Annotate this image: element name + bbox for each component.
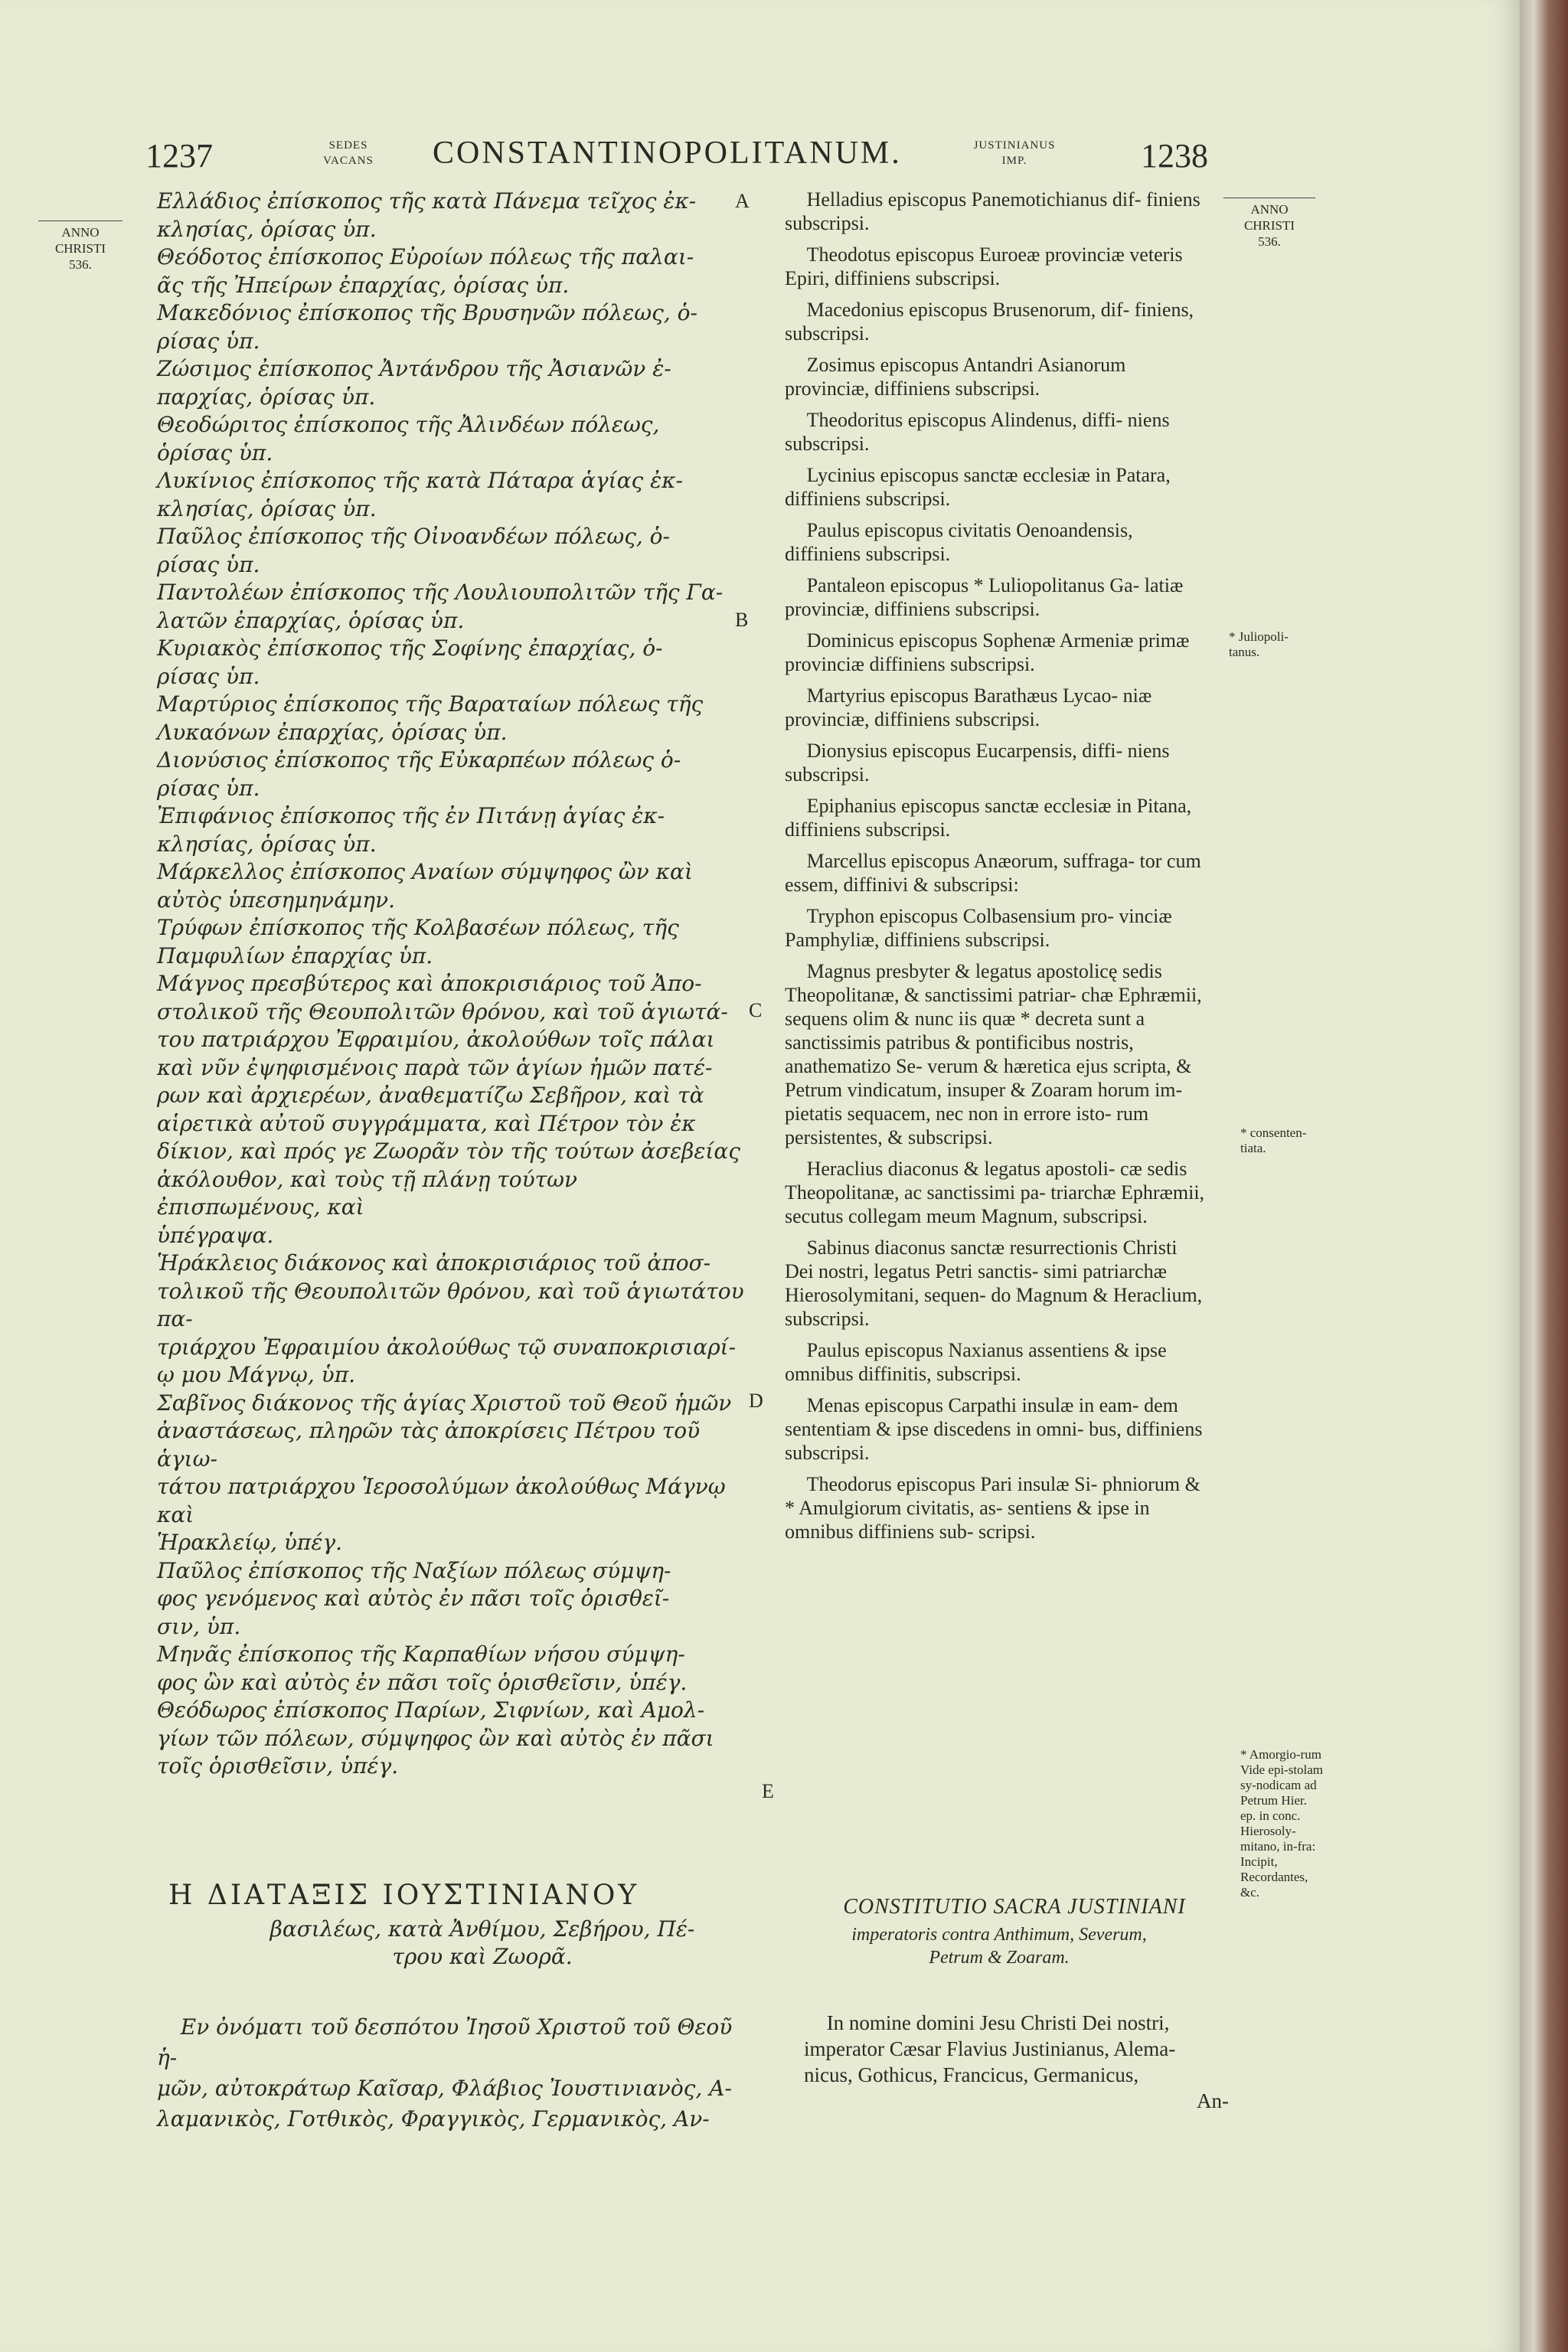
greek-line: του πατριάρχου Ἐφραιμίου, ἀκολούθων τοῖς πάλαι xyxy=(157,1027,715,1052)
latin-subheading-line: imperatoris contra Anthimum, Severum, xyxy=(851,1925,1147,1945)
greek-line: Κυριακὸς ἐπίσκοπος τῆς Σοφίνης ἐπαρχίας, ὁ- xyxy=(157,635,663,661)
book-binding-edge xyxy=(1520,0,1568,2352)
latin-paragraph: Epiphanius episcopus sanctæ ecclesiæ in Pitana, diffiniens subscripsi. xyxy=(785,795,1192,841)
greek-line: σιν, ὑπ. xyxy=(157,1613,241,1639)
page-title: CONSTANTINOPOLITANUM. xyxy=(433,136,902,171)
latin-column xyxy=(785,188,1210,1551)
latin-section-subheading xyxy=(785,1923,1214,1969)
greek-line: κλησίας, ὁρίσας ὑπ. xyxy=(157,216,377,242)
header-sedes-vacans xyxy=(314,138,383,168)
greek-line: ρίσας ὑπ. xyxy=(157,775,260,801)
latin-paragraph: Lycinius episcopus sanctæ ecclesiæ in Patara, diffiniens subscripsi. xyxy=(785,464,1171,510)
greek-line: ᾶς τῆς Ἠπείρων ἐπαρχίας, ὁρίσας ὑπ. xyxy=(157,272,570,298)
greek-line: Θεόδωρος ἐπίσκοπος Παρίων, Σιφνίων, καὶ Αμολ- xyxy=(157,1697,705,1723)
latin-opening-line: In nomine domini Jesu Christi Dei nostri, xyxy=(826,2011,1170,2034)
page-number-left: 1237 xyxy=(145,137,213,175)
greek-line: ρίσας ὑπ. xyxy=(157,663,260,689)
greek-line: ρίσας ὑπ. xyxy=(157,328,260,354)
greek-line: τολικοῦ τῆς Θεουπολιτῶν θρόνου, καὶ τοῦ ἁγιωτάτου πα- xyxy=(157,1278,744,1331)
greek-opening-line: λαμανικὸς, Γοτθικὸς, Φραγγικὸς, Γερμανικὸς, Αν- xyxy=(157,2106,710,2132)
greek-line: Παντολέων ἐπίσκοπος τῆς Λουλιουπολιτῶν τῆς Γα- xyxy=(157,580,724,605)
greek-line: παρχίας, ὁρίσας ὑπ. xyxy=(157,384,376,410)
latin-section-heading: CONSTITUTIO SACRA JUSTINIANI xyxy=(843,1895,1186,1919)
greek-line: δίκιον, καὶ πρός γε Ζωορᾶν τὸν τῆς τούτων ἀσεβείας xyxy=(157,1138,740,1164)
greek-line: Μηνᾶς ἐπίσκοπος τῆς Καρπαθίων νήσου σύμψη- xyxy=(157,1642,685,1667)
greek-line: Λυκίνιος ἐπίσκοπος τῆς κατὰ Πάταρα ἁγίας ἐκ- xyxy=(157,468,683,493)
christi-word: CHRISTI xyxy=(54,241,106,256)
greek-constitution-opening xyxy=(157,2012,746,2135)
year-number: 536. xyxy=(1258,234,1281,249)
greek-line: λατῶν ἐπαρχίας, ὁρίσας ὑπ. xyxy=(157,607,465,633)
greek-line: Ἡρακλείῳ, ὑπέγ. xyxy=(157,1530,342,1555)
greek-line: Τρύφων ἐπίσκοπος τῆς Κολβασέων πόλεως, τῆς xyxy=(157,915,679,940)
greek-line: ρων καὶ ἀρχιερέων, ἀναθεματίζω Σεβῆρον, καὶ τὰ xyxy=(157,1083,704,1108)
section-letter-a: A xyxy=(735,190,750,212)
latin-paragraph: Dionysius episcopus Eucarpensis, diffi- niens subscripsi. xyxy=(785,740,1170,786)
greek-line: ὑπέγραψα. xyxy=(157,1222,274,1248)
greek-line: τοῖς ὁρισθεῖσιν, ὑπέγ. xyxy=(157,1753,399,1779)
vacans-line: VACANS xyxy=(323,155,374,167)
greek-subheading-line: βασιλέως, κατὰ Ἀνθίμου, Σεβήρου, Πέ- xyxy=(270,1916,695,1942)
greek-line: φος ὢν καὶ αὐτὸς ἐν πᾶσι τοῖς ὁρισθεῖσιν, ὑπέγ. xyxy=(157,1669,688,1695)
imp-line: IMP. xyxy=(1001,155,1027,167)
greek-line: Παμφυλίων ἐπαρχίας ὑπ. xyxy=(157,942,433,969)
greek-line: Μάγνος πρεσβύτερος καὶ ἀποκρισιάριος τοῦ Ἀπο- xyxy=(157,971,702,996)
latin-opening-line: imperator Cæsar Flavius Justinianus, Alema- xyxy=(804,2037,1176,2060)
margin-note-amorgiorum: * Amorgio-rum Vide epi-stolam sy-nodicam ad Petrum Hier. ep. in conc. Hierosoly-mitano, in-fra: Incipit, Recordantes, &c. xyxy=(1240,1747,1324,1900)
greek-line: Θεόδοτος ἐπίσκοπος Εὐροίων πόλεως τῆς παλαι- xyxy=(157,244,694,270)
latin-paragraph: Helladius episcopus Panemotichianus dif- finiens subscripsi. xyxy=(785,188,1200,234)
greek-line: Ἐπιφάνιος ἐπίσκοπος τῆς ἐν Πιτάνῃ ἁγίας ἐκ- xyxy=(157,803,665,828)
running-header xyxy=(0,130,1520,191)
year-number: 536. xyxy=(69,257,92,272)
greek-section-heading: Η ΔΙΑΤΑΞΙΣ ΙΟΥΣΤΙΝΙΑΝΟΥ xyxy=(168,1880,640,1911)
latin-constitution-opening xyxy=(804,2010,1229,2114)
greek-line: Παῦλος ἐπίσκοπος τῆς Ναξίων πόλεως σύμψη- xyxy=(157,1557,671,1583)
greek-line: ῳ μου Μάγνῳ, ὑπ. xyxy=(157,1362,355,1387)
greek-opening-line: μῶν, αὐτοκράτωρ Καῖσαρ, Φλάβιος Ἰουστινιανὸς, Α- xyxy=(157,2076,732,2101)
greek-subheading-line: τρου καὶ Ζωορᾶ. xyxy=(392,1944,573,1969)
greek-line: κλησίας, ὁρίσας ὑπ. xyxy=(157,831,377,857)
greek-line: ἀκόλουθον, καὶ τοὺς τῇ πλάνῃ τούτων ἐπισπωμένους, καὶ xyxy=(157,1166,578,1220)
greek-line: Θεοδώριτος ἐπίσκοπος τῆς Ἀλινδέων πόλεως, xyxy=(157,412,660,437)
anno-word: ANNO xyxy=(61,225,100,240)
greek-line: Διονύσιος ἐπίσκοπος τῆς Εὐκαρπέων πόλεως ὁ- xyxy=(157,747,681,773)
latin-opening-line: nicus, Gothicus, Francicus, Germanicus, xyxy=(804,2063,1139,2086)
latin-paragraph: Zosimus episcopus Antandri Asianorum provinciæ, diffiniens subscripsi. xyxy=(785,354,1126,400)
latin-paragraph: Theodoritus episcopus Alindenus, diffi- niens subscripsi. xyxy=(785,409,1170,455)
greek-line: Μάρκελλος ἐπίσκοπος Αναίων σύμψηφος ὢν καὶ xyxy=(157,859,693,884)
section-letter-d: D xyxy=(749,1390,763,1412)
latin-paragraph: Theodotus episcopus Euroeæ provinciæ veteris Epiri, diffiniens subscripsi. xyxy=(785,243,1183,289)
greek-line: γίων τῶν πόλεων, σύμψηφος ὢν καὶ αὐτὸς ἐν πᾶσι xyxy=(157,1725,714,1751)
greek-line: τριάρχου Ἐφραιμίου ἀκολούθως τῷ συναποκρισιαρί- xyxy=(157,1334,737,1360)
latin-subscriptions xyxy=(785,188,1210,1544)
latin-paragraph: Paulus episcopus Naxianus assentiens & ipse omnibus diffinitis, subscripsi. xyxy=(785,1339,1167,1385)
anno-christi-right xyxy=(1223,198,1315,250)
latin-paragraph: Macedonius episcopus Brusenorum, dif- finiens, subscripsi. xyxy=(785,299,1194,345)
greek-line: Ἡράκλειος διάκονος καὶ ἀποκρισιάριος τοῦ ἀποσ- xyxy=(157,1250,711,1276)
section-letter-e: E xyxy=(762,1780,774,1802)
latin-paragraph: Tryphon episcopus Colbasensium pro- vinciæ Pamphyliæ, diffiniens subscripsi. xyxy=(785,905,1172,951)
greek-line: αἱρετικὰ αὐτοῦ συγγράμματα, καὶ Πέτρον τὸν ἐκ xyxy=(157,1110,696,1136)
section-letter-b: B xyxy=(735,609,749,631)
section-letter-c: C xyxy=(749,999,763,1021)
latin-paragraph: Dominicus episcopus Sophenæ Armeniæ primæ provinciæ diffiniens subscripsi. xyxy=(785,629,1190,675)
greek-subscriptions xyxy=(157,188,749,1781)
greek-line: καὶ νῦν ἐψηφισμένοις παρὰ τῶν ἁγίων ἡμῶν πατέ- xyxy=(157,1054,713,1080)
greek-line: Μακεδόνιος ἐπίσκοπος τῆς Βρυσηνῶν πόλεως, ὁ- xyxy=(157,300,697,325)
greek-line: αὐτὸς ὑπεσημηνάμην. xyxy=(157,887,395,913)
greek-line: Ελλάδιος ἐπίσκοπος τῆς κατὰ Πάνεμα τεῖχος ἐκ- xyxy=(157,188,697,214)
margin-note-juliopolitanus: * Juliopoli-tanus. xyxy=(1229,629,1289,659)
latin-paragraph: Heraclius diaconus & legatus apostoli- cæ sedis Theopolitanæ, ac sanctissimi pa- triarchæ Ephræmii, secutus collegam meum Magnum, subscripsi. xyxy=(785,1158,1205,1227)
sedes-line: SEDES xyxy=(328,139,368,152)
latin-paragraph: Paulus episcopus civitatis Oenoandensis, diffiniens subscripsi. xyxy=(785,519,1133,565)
greek-line: Ζώσιμος ἐπίσκοπος Ἀντάνδρου τῆς Ἀσιανῶν ἐ- xyxy=(157,356,671,381)
latin-paragraph: Theodorus episcopus Pari insulæ Si- phniorum & * Amulgiorum civitatis, as- sentiens & ipse in omnibus diffiniens sub- scripsi. xyxy=(785,1473,1200,1543)
greek-line: Μαρτύριος ἐπίσκοπος τῆς Βαραταίων πόλεως τῆς xyxy=(157,691,704,717)
greek-column xyxy=(157,188,749,1781)
greek-line: τάτου πατριάρχου Ἱεροσολύμων ἀκολούθως Μάγνῳ καὶ xyxy=(157,1474,726,1527)
latin-catchword: An- xyxy=(1197,2089,1229,2112)
page-number-right: 1238 xyxy=(1141,137,1208,175)
greek-line: στολικοῦ τῆς Θεουπολιτῶν θρόνου, καὶ τοῦ ἁγιωτά- xyxy=(157,998,728,1024)
greek-line: Σαβῖνος διάκονος τῆς ἁγίας Χριστοῦ τοῦ Θεοῦ ἡμῶν xyxy=(157,1390,732,1416)
justinianus-line: JUSTINIANUS xyxy=(973,139,1056,152)
greek-line: Παῦλος ἐπίσκοπος τῆς Οἰνοανδέων πόλεως, ὁ- xyxy=(157,524,671,549)
greek-line: ὁρίσας ὑπ. xyxy=(157,439,273,466)
anno-christi-left xyxy=(38,220,122,273)
latin-paragraph: Menas episcopus Carpathi insulæ in eam- dem sententiam & ipse discedens in omni- bus, diffiniens subscripsi. xyxy=(785,1394,1203,1464)
latin-paragraph: Martyrius episcopus Barathæus Lycao- niæ provinciæ, diffiniens subscripsi. xyxy=(785,684,1152,730)
greek-line: φος γενόμενος καὶ αὐτὸς ἐν πᾶσι τοῖς ὁρισθεῖ- xyxy=(157,1586,670,1611)
greek-opening-line: Εν ὀνόματι τοῦ δεσπότου Ἰησοῦ Χριστοῦ τοῦ Θεοῦ ἡ- xyxy=(157,2014,733,2070)
greek-line: ἀναστάσεως, πληρῶν τὰς ἀποκρίσεις Πέτρου τοῦ ἁγιω- xyxy=(157,1418,701,1472)
anno-word: ANNO xyxy=(1250,202,1289,217)
header-justinianus xyxy=(946,138,1083,168)
latin-paragraph: Pantaleon episcopus * Luliopolitanus Ga- latiæ provinciæ, diffiniens subscripsi. xyxy=(785,574,1184,620)
greek-line: κλησίας, ὁρίσας ὑπ. xyxy=(157,495,377,521)
latin-paragraph: Magnus presbyter & legatus apostolicę sedis Theopolitanæ, & sanctissimi patriar- chæ Ephræmii, sequens olim & nunc iis quæ * decreta sunt a sanctissimis patribus & pontificibus nostris, anathematizo Se- verum & hæretica ejus scripta, & Petrum vindicatum, insuper & Zoaram horum im- pietatis sequacem, nec non in errore isto- rum persistentes, & subscripsi. xyxy=(785,960,1202,1148)
latin-paragraph: Sabinus diaconus sanctæ resurrectionis Christi Dei nostri, legatus Petri sanctis- simi patriarchæ Hierosolymitani, sequen- do Magnum & Heraclium, subscripsi. xyxy=(785,1236,1203,1330)
latin-paragraph: Marcellus episcopus Anæorum, suffraga- tor cum essem, diffinivi & subscripsi: xyxy=(785,850,1201,896)
greek-section-subheading xyxy=(222,1916,743,1971)
latin-subheading-line: Petrum & Zoaram. xyxy=(929,1948,1070,1968)
greek-line: Λυκαόνων ἐπαρχίας, ὁρίσας ὑπ. xyxy=(157,719,508,745)
margin-note-consententiata: * consenten-tiata. xyxy=(1240,1125,1307,1155)
greek-line: ρίσας ὑπ. xyxy=(157,551,260,577)
christi-word: CHRISTI xyxy=(1243,218,1295,233)
